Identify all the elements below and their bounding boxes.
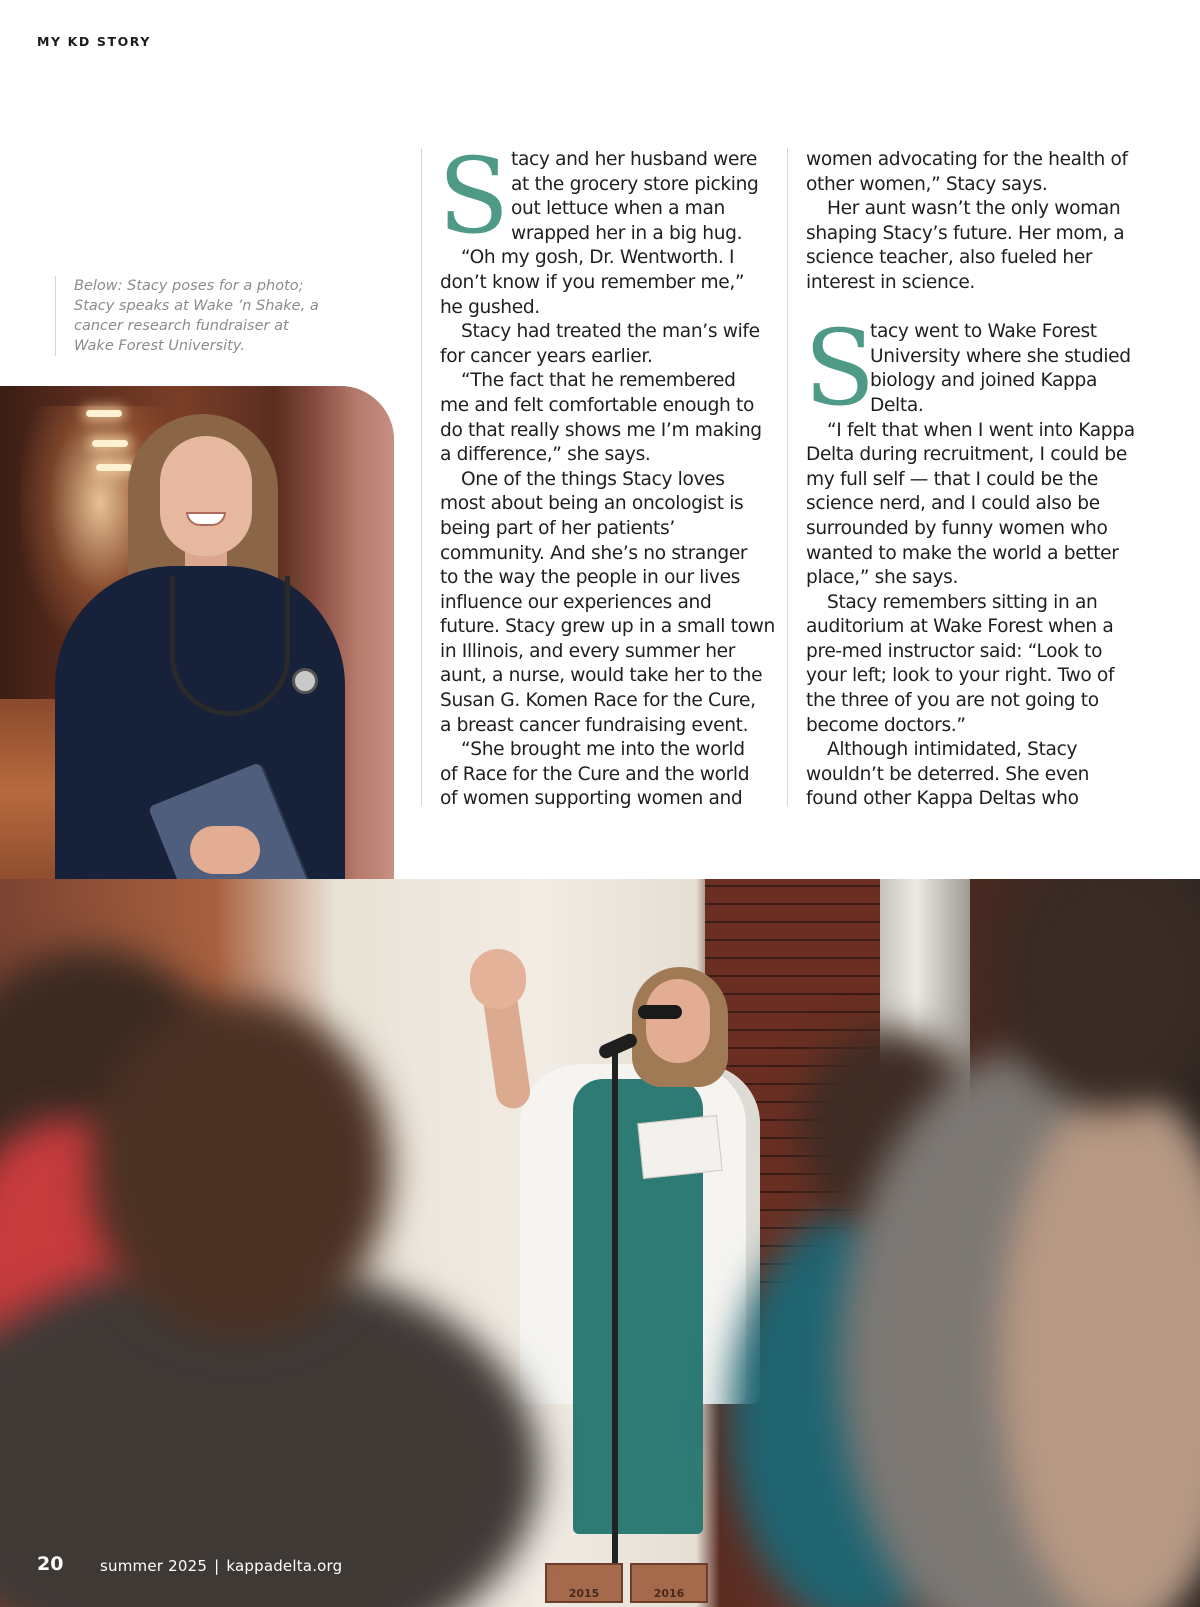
plaque-2015: 2015 (545, 1563, 623, 1603)
text-line: shaping Stacy’s future. Her mom, a (806, 222, 1125, 244)
text-line: aunt, a nurse, would take her to the (440, 665, 763, 687)
text-line: Delta. (870, 394, 924, 416)
ceiling-lamp (92, 440, 128, 447)
text-line: of women supporting women and (440, 788, 743, 810)
text-line: out lettuce when a man (511, 198, 725, 220)
text-line: biology and joined Kappa (870, 370, 1097, 392)
text-line: tacy went to Wake Forest (870, 321, 1097, 343)
text-line: future. Stacy grew up in a small town (440, 616, 775, 638)
text-line: place,” she says. (806, 567, 959, 589)
text-line: interest in science. (806, 271, 975, 293)
text-line: to the way the people in our lives (440, 567, 741, 589)
text-line: community. And she’s no stranger (440, 542, 748, 564)
text-line: One of the things Stacy loves (461, 468, 725, 490)
paragraph-with-dropcap (438, 135, 771, 257)
text-line: Stacy had treated the man’s wife (461, 321, 760, 343)
text-line: found other Kappa Deltas who (806, 788, 1079, 810)
microphone-stand (612, 1049, 618, 1569)
text-line: “She brought me into the world (461, 739, 745, 761)
sunglasses (638, 1005, 682, 1019)
speaker-face (646, 979, 710, 1063)
text-line: “I felt that when I went into Kappa (827, 419, 1135, 441)
text-line: “Oh my gosh, Dr. Wentworth. I (461, 247, 735, 269)
issue-name: summer 2025 (100, 1557, 208, 1575)
column-2-body-top (806, 148, 1142, 296)
section-label: MY KD STORY (37, 34, 152, 49)
website: kappadelta.org (226, 1557, 343, 1575)
text-line: wanted to make the world a better (806, 542, 1119, 564)
stethoscope (170, 576, 290, 716)
text-line: do that really shows me I’m making (440, 419, 762, 441)
text-line: for cancer years earlier. (440, 345, 653, 367)
text-line: your left; look to your right. Two of (806, 665, 1115, 687)
text-line: tacy and her husband were (511, 149, 758, 170)
text-line: Delta during recruitment, I could be (806, 444, 1127, 466)
portrait-photo (0, 386, 394, 959)
text-line: don’t know if you remember me,” (440, 271, 745, 293)
caption-line: Stacy speaks at Wake ’n Shake, a (74, 298, 319, 314)
text-line: wrapped her in a big hug. (511, 222, 743, 244)
stethoscope-chestpiece (292, 668, 318, 694)
caption-line: cancer research fundraiser at (74, 318, 289, 334)
hand (190, 826, 260, 874)
text-line: my full self — that I could be the (806, 468, 1098, 490)
issue-info (100, 1557, 342, 1575)
text-line: most about being an oncologist is (440, 493, 744, 515)
text-line: of Race for the Cure and the world (440, 763, 750, 785)
text-line: influence our experiences and (440, 591, 712, 613)
article-column-1 (421, 135, 775, 810)
caption-line: Wake Forest University. (74, 338, 245, 354)
speech-paper (637, 1115, 722, 1179)
face (160, 436, 252, 556)
text-line: auditorium at Wake Forest when a (806, 616, 1114, 638)
drop-cap: S (438, 135, 509, 257)
ceiling-lamp (86, 410, 122, 417)
text-line: become doctors.” (806, 714, 966, 736)
waving-hand (470, 949, 526, 1009)
text-line: being part of her patients’ (440, 517, 675, 539)
text-line: Susan G. Komen Race for the Cure, (440, 690, 756, 712)
drop-cap: S (804, 307, 875, 430)
text-line: science teacher, also fueled her (806, 247, 1093, 269)
text-line: “The fact that he remembered (461, 370, 736, 392)
text-line: University where she studied (870, 345, 1131, 367)
blurred-audience-head (90, 999, 390, 1339)
photo-caption (55, 276, 325, 356)
text-line: pre-med instructor said: “Look to (806, 640, 1103, 662)
caption-line: Below: Stacy poses for a photo; (74, 278, 304, 294)
text-line: in Illinois, and every summer her (440, 640, 736, 662)
text-line: the three of you are not going to (806, 690, 1099, 712)
text-line: a difference,” she says. (440, 444, 651, 466)
event-photo (0, 879, 1200, 1607)
plaque-2016: 2016 (630, 1563, 708, 1603)
text-line: wouldn’t be deterred. She even (806, 763, 1090, 785)
text-line: a breast cancer fundraising event. (440, 714, 749, 736)
text-line: science nerd, and I could also be (806, 493, 1100, 515)
text-line: me and felt comfortable enough to (440, 394, 754, 416)
text-line: surrounded by funny women who (806, 517, 1108, 539)
footer-separator: | (214, 1557, 220, 1575)
ceiling-lamp (96, 464, 132, 471)
text-line: at the grocery store picking (511, 173, 759, 195)
text-line: Stacy remembers sitting in an (827, 591, 1098, 613)
text-line: he gushed. (440, 296, 540, 318)
text-line: Her aunt wasn’t the only woman (827, 198, 1121, 220)
column-2-body-bottom (806, 419, 1142, 813)
page-number: 20 (37, 1553, 64, 1575)
text-line: Although intimidated, Stacy (827, 739, 1078, 761)
text-line: other women,” Stacy says. (806, 173, 1048, 195)
article-column-2 (787, 148, 1142, 810)
text-line: women advocating for the health of (806, 149, 1128, 170)
column-1-body (440, 246, 775, 812)
